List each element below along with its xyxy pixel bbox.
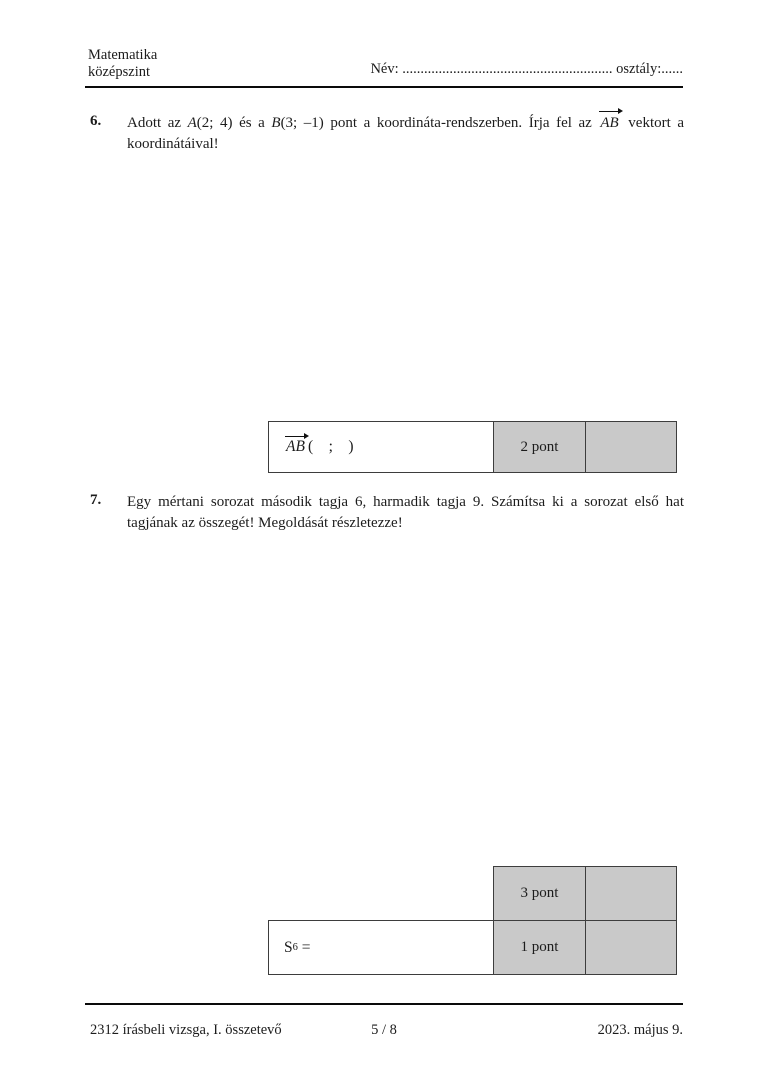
- exam-subject: Matematika: [88, 47, 158, 63]
- footer-exam-code: 2312 írásbeli vizsga, I. összetevő: [90, 1022, 282, 1038]
- question-6-text: Adott az A(2; 4) és a B(3; –1) pont a koordináta-rendszerben. Írja fel az AB vektort a koordinátáival!: [127, 115, 684, 152]
- question-6-number: 6.: [90, 113, 102, 129]
- question-7-answer-row: [268, 920, 677, 975]
- name-label: Név:: [370, 61, 403, 77]
- question-6-score-cell: [586, 422, 676, 472]
- question-6-answer-cell: AB ( ; ): [269, 422, 494, 472]
- class-label: osztály:......: [612, 61, 683, 77]
- exam-level: középszint: [88, 64, 151, 80]
- name-dotted-line: ..........................................................: [402, 61, 613, 77]
- footer-date: 2023. május 9.: [597, 1022, 683, 1038]
- question-7-score-cell-top: [586, 867, 676, 920]
- question-7-text: Egy mértani sorozat második tagja 6, harmadik tagja 9. Számítsa ki a sorozat első hat tagjának az összegét! Megoldását részletezze!: [127, 494, 684, 531]
- question-7-points-cell-1pont: 1 pont: [494, 921, 586, 974]
- question-7-score-cell-bottom: [586, 921, 676, 974]
- header-rule: [85, 86, 683, 88]
- question-6-answer-box: [268, 421, 677, 473]
- question-7-points-cell-3pont: 3 pont: [494, 867, 586, 920]
- question-7-answer-cell: S 6 =: [269, 921, 494, 974]
- question-7-number: 7.: [90, 492, 102, 508]
- footer-rule: [85, 1003, 683, 1005]
- footer-page-number: 5 / 8: [371, 1022, 397, 1038]
- name-class-row: [370, 61, 683, 78]
- exam-subject-block: [88, 47, 157, 81]
- question-6-points-cell: 2 pont: [494, 422, 586, 472]
- question-7-points-row-top: [493, 866, 677, 921]
